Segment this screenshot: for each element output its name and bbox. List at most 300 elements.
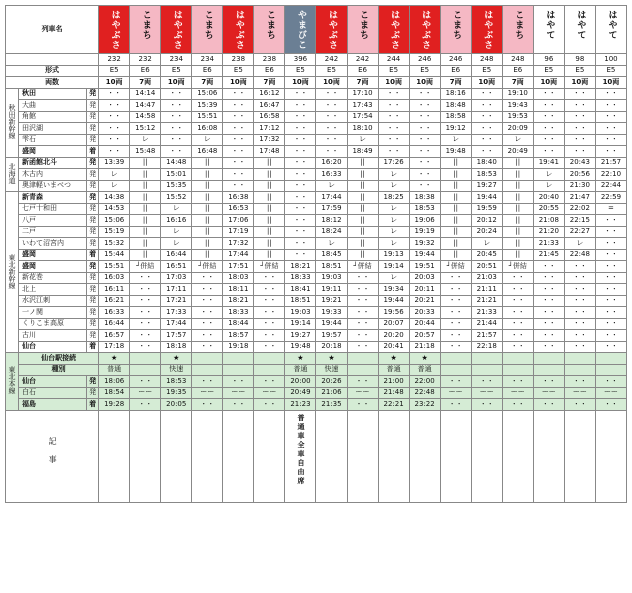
time-cell: レ: [564, 238, 595, 250]
time-cell: ・・: [533, 100, 564, 112]
time-cell: 17:51: [223, 261, 254, 273]
train-name-cell: [99, 6, 130, 54]
arr-dep: 発: [87, 330, 99, 342]
time-cell: 19:14: [378, 261, 409, 273]
arr-dep: 発: [87, 169, 99, 181]
time-cell: ||: [130, 238, 161, 250]
time-cell: ┘併結: [347, 261, 378, 273]
station-name: [19, 88, 87, 100]
train-name: こまち: [202, 10, 213, 40]
time-cell: ・・: [285, 249, 316, 261]
train-name: こまち: [451, 10, 462, 40]
time-cell: 18:58: [440, 111, 471, 123]
time-cell: 20:51: [471, 261, 502, 273]
time-cell: ・・: [533, 295, 564, 307]
time-cell: ・・: [595, 123, 626, 135]
time-cell: レ: [316, 238, 347, 250]
time-cell: 17:11: [161, 284, 192, 296]
station-name: [19, 261, 87, 273]
station-name-text: 八戸: [22, 215, 37, 224]
station-name: [19, 341, 87, 353]
time-cell: ・・: [99, 134, 130, 146]
remark-cell: [192, 410, 223, 502]
time-cell: ・・: [254, 341, 285, 353]
time-cell: 19:51: [409, 261, 440, 273]
time-cell: ・・: [316, 146, 347, 158]
time-cell: ||: [502, 203, 533, 215]
time-cell: ・・: [564, 399, 595, 411]
time-cell: 17:03: [161, 272, 192, 284]
station-name-text: 水沢江刺: [22, 296, 51, 305]
kind-cell: 普通: [378, 364, 409, 376]
time-cell: 19:10: [502, 88, 533, 100]
time-cell: 16:16: [161, 215, 192, 227]
time-cell: ・・: [192, 307, 223, 319]
time-cell: 20:20: [378, 330, 409, 342]
time-cell: 16:12: [254, 88, 285, 100]
time-cell: 21:44: [471, 318, 502, 330]
time-cell: ||: [440, 226, 471, 238]
time-cell: ・・: [130, 284, 161, 296]
time-cell: ||: [440, 157, 471, 169]
star-mark: ★: [409, 353, 440, 365]
time-cell: ・・: [161, 123, 192, 135]
time-cell: 22:00: [409, 376, 440, 388]
time-cell: ・・: [254, 272, 285, 284]
time-cell: ・・: [502, 307, 533, 319]
time-cell: ||: [347, 215, 378, 227]
star-mark: [595, 353, 626, 365]
time-cell: 16:51: [161, 261, 192, 273]
train-name-cell: [192, 6, 223, 54]
station-name: [19, 307, 87, 319]
train-name-cell: [285, 6, 316, 54]
time-cell: ・・: [564, 341, 595, 353]
time-cell: ・・: [192, 272, 223, 284]
train-name: こまち: [513, 10, 524, 40]
time-cell: ーー: [223, 387, 254, 399]
time-cell: 17:57: [161, 330, 192, 342]
time-cell: レ: [378, 180, 409, 192]
train-number: 248: [471, 54, 502, 66]
time-cell: ・・: [564, 330, 595, 342]
time-cell: 16:57: [99, 330, 130, 342]
train-type: E6: [130, 65, 161, 77]
time-cell: 22:27: [564, 226, 595, 238]
time-cell: ・・: [285, 180, 316, 192]
time-cell: ||: [347, 157, 378, 169]
time-cell: 17:06: [223, 215, 254, 227]
kind-cell: [564, 364, 595, 376]
time-cell: 16:20: [316, 157, 347, 169]
time-cell: 16:33: [316, 169, 347, 181]
time-cell: ・・: [409, 169, 440, 181]
time-cell: ・・: [223, 157, 254, 169]
time-cell: 18:33: [223, 307, 254, 319]
time-cell: ||: [192, 215, 223, 227]
time-cell: ・・: [471, 100, 502, 112]
time-cell: 22:21: [378, 399, 409, 411]
star-mark: [471, 353, 502, 365]
time-cell: ・・: [285, 238, 316, 250]
time-cell: 15:51: [99, 261, 130, 273]
time-cell: 19:33: [316, 307, 347, 319]
train-number: 234: [161, 54, 192, 66]
time-cell: 17:59: [316, 203, 347, 215]
kind-cell: [440, 364, 471, 376]
time-cell: ・・: [254, 318, 285, 330]
station-name: [19, 111, 87, 123]
time-cell: 21:18: [409, 341, 440, 353]
time-cell: ||: [130, 180, 161, 192]
time-cell: ・・: [223, 123, 254, 135]
time-cell: ・・: [595, 249, 626, 261]
time-cell: 21:45: [533, 249, 564, 261]
time-cell: ・・: [595, 295, 626, 307]
time-cell: ・・: [316, 123, 347, 135]
time-cell: ・・: [130, 376, 161, 388]
time-cell: ・・: [533, 330, 564, 342]
kind-cell: [533, 364, 564, 376]
time-cell: 17:54: [347, 111, 378, 123]
train-type: E5: [378, 65, 409, 77]
train-cars: 10両: [285, 77, 316, 89]
time-cell: レ: [161, 203, 192, 215]
train-type: E5: [223, 65, 254, 77]
time-cell: 15:12: [130, 123, 161, 135]
time-cell: ・・: [409, 111, 440, 123]
train-cars: 7両: [254, 77, 285, 89]
time-cell: ・・: [595, 238, 626, 250]
time-cell: ・・: [378, 146, 409, 158]
time-cell: 23:22: [409, 399, 440, 411]
time-cell: 21:20: [533, 226, 564, 238]
kind-cell: [254, 364, 285, 376]
time-cell: ・・: [223, 88, 254, 100]
time-cell: ・・: [285, 111, 316, 123]
train-name-cell: [409, 6, 440, 54]
train-type: E5: [316, 65, 347, 77]
time-cell: 21:33: [471, 307, 502, 319]
time-cell: 17:48: [254, 146, 285, 158]
time-cell: ||: [502, 169, 533, 181]
time-cell: ・・: [409, 123, 440, 135]
time-cell: ・・: [595, 215, 626, 227]
arr-dep: 発: [87, 307, 99, 319]
time-cell: 19:28: [99, 399, 130, 411]
time-cell: ーー: [502, 387, 533, 399]
time-cell: 19:41: [533, 157, 564, 169]
time-cell: ||: [192, 180, 223, 192]
time-cell: 18:48: [440, 100, 471, 112]
time-cell: ーー: [192, 387, 223, 399]
time-cell: ・・: [254, 376, 285, 388]
time-cell: ・・: [595, 307, 626, 319]
time-cell: ・・: [502, 399, 533, 411]
kind-cell: [347, 364, 378, 376]
time-cell: 18:10: [347, 123, 378, 135]
train-name: こまち: [140, 10, 151, 40]
time-cell: ・・: [533, 318, 564, 330]
station-name-text: 角館: [22, 112, 37, 121]
time-cell: 15:48: [130, 146, 161, 158]
train-number: 238: [254, 54, 285, 66]
time-cell: 17:12: [254, 123, 285, 135]
time-cell: ・・: [316, 111, 347, 123]
train-number: 242: [316, 54, 347, 66]
train-type: E5: [595, 65, 626, 77]
time-cell: ・・: [564, 123, 595, 135]
station-name-text: 新函館北斗: [22, 158, 58, 167]
time-cell: ・・: [347, 341, 378, 353]
arr-dep: 発: [87, 284, 99, 296]
time-cell: 15:06: [99, 215, 130, 227]
arr-dep: 発: [87, 376, 99, 388]
time-cell: 21:06: [316, 387, 347, 399]
time-cell: 16:21: [99, 295, 130, 307]
time-cell: レ: [378, 272, 409, 284]
time-cell: 17:33: [161, 307, 192, 319]
time-cell: ・・: [130, 318, 161, 330]
time-cell: 18:21: [285, 261, 316, 273]
time-cell: 19:53: [502, 111, 533, 123]
time-cell: ・・: [347, 318, 378, 330]
time-cell: 19:21: [316, 295, 347, 307]
time-cell: ||: [440, 192, 471, 204]
time-cell: ・・: [533, 123, 564, 135]
time-cell: レ: [533, 169, 564, 181]
time-cell: ・・: [347, 272, 378, 284]
kind-cell: [471, 364, 502, 376]
train-name: はやて: [575, 10, 586, 40]
time-cell: 18:18: [161, 341, 192, 353]
time-cell: ・・: [223, 100, 254, 112]
time-cell: 22:44: [595, 180, 626, 192]
station-name-text: 古川: [22, 330, 37, 339]
kind-cell: [502, 364, 533, 376]
time-cell: レ: [378, 169, 409, 181]
time-cell: ・・: [254, 330, 285, 342]
section-label: 秋田新幹線: [6, 88, 19, 157]
time-cell: 14:38: [99, 192, 130, 204]
time-cell: 20:40: [533, 192, 564, 204]
time-cell: ・・: [378, 100, 409, 112]
station-name-text: 大曲: [22, 100, 37, 109]
time-cell: ・・: [223, 146, 254, 158]
arr-dep: 発: [87, 238, 99, 250]
time-cell: レ: [161, 226, 192, 238]
arr-dep: 着: [87, 341, 99, 353]
train-type: E5: [533, 65, 564, 77]
time-cell: ||: [254, 238, 285, 250]
time-cell: レ: [130, 134, 161, 146]
arr-dep: 発: [87, 226, 99, 238]
time-cell: ||: [440, 169, 471, 181]
time-cell: 16:48: [192, 146, 223, 158]
time-cell: ・・: [471, 111, 502, 123]
time-cell: ・・: [440, 284, 471, 296]
star-mark: ★: [99, 353, 130, 365]
time-cell: 19:48: [440, 146, 471, 158]
time-cell: ||: [502, 249, 533, 261]
time-cell: 16:47: [254, 100, 285, 112]
time-cell: 18:54: [99, 387, 130, 399]
time-cell: レ: [533, 180, 564, 192]
remark-cell: [378, 410, 409, 502]
arr-dep: 発: [87, 387, 99, 399]
train-cars: 10両: [533, 77, 564, 89]
train-name: はやぶさ: [389, 10, 400, 50]
remark-cell: [502, 410, 533, 502]
train-number: 246: [440, 54, 471, 66]
station-name: [19, 157, 87, 169]
star-mark: [223, 353, 254, 365]
kind-cell: 普通: [99, 364, 130, 376]
star-mark: ★: [378, 353, 409, 365]
train-name-cell: [440, 6, 471, 54]
station-name: [19, 100, 87, 112]
station-name: [19, 387, 87, 399]
time-cell: ┘併結: [254, 261, 285, 273]
star-mark: [347, 353, 378, 365]
train-name: はやぶさ: [233, 10, 244, 50]
time-cell: 21:21: [471, 295, 502, 307]
time-cell: ーー: [440, 387, 471, 399]
time-cell: ・・: [595, 111, 626, 123]
time-cell: 16:44: [161, 249, 192, 261]
time-cell: 20:57: [409, 330, 440, 342]
time-cell: =: [595, 203, 626, 215]
train-cars: 10両: [595, 77, 626, 89]
station-name: [19, 399, 87, 411]
time-cell: ・・: [409, 146, 440, 158]
time-cell: 22:59: [595, 192, 626, 204]
kind-cell: [595, 364, 626, 376]
time-cell: 21:08: [533, 215, 564, 227]
remark-cell: [223, 410, 254, 502]
time-cell: 21:30: [564, 180, 595, 192]
time-cell: 17:26: [378, 157, 409, 169]
time-cell: ーー: [471, 387, 502, 399]
time-cell: ||: [254, 169, 285, 181]
time-cell: ・・: [595, 100, 626, 112]
time-cell: ・・: [99, 88, 130, 100]
time-cell: 19:32: [409, 238, 440, 250]
time-cell: ・・: [502, 376, 533, 388]
station-name: [19, 146, 87, 158]
format-header: 形式: [6, 65, 99, 77]
time-cell: ・・: [409, 100, 440, 112]
time-cell: 18:44: [223, 318, 254, 330]
arr-dep: 発: [87, 123, 99, 135]
time-cell: ・・: [192, 330, 223, 342]
time-cell: ・・: [192, 399, 223, 411]
time-cell: 20:03: [409, 272, 440, 284]
time-cell: 15:35: [161, 180, 192, 192]
station-name: [19, 284, 87, 296]
time-cell: 18:53: [409, 203, 440, 215]
time-cell: 21:00: [378, 376, 409, 388]
station-name-text: 盛岡: [22, 146, 37, 155]
time-cell: 16:44: [99, 318, 130, 330]
time-cell: ・・: [409, 88, 440, 100]
station-name-text: 新青森: [22, 192, 44, 201]
time-cell: ・・: [471, 123, 502, 135]
star-mark: ★: [285, 353, 316, 365]
arr-dep: 発: [87, 180, 99, 192]
train-name-cell: [595, 6, 626, 54]
time-cell: ・・: [223, 169, 254, 181]
time-cell: 19:57: [316, 330, 347, 342]
time-cell: 19:44: [471, 192, 502, 204]
train-number: 396: [285, 54, 316, 66]
time-cell: ・・: [223, 111, 254, 123]
time-cell: ||: [347, 192, 378, 204]
remark-text: 普通車全車自由席: [296, 413, 305, 486]
train-name-cell: [564, 6, 595, 54]
time-cell: ・・: [192, 284, 223, 296]
station-name: [19, 123, 87, 135]
train-cars: 10両: [99, 77, 130, 89]
time-cell: ・・: [564, 295, 595, 307]
time-cell: ・・: [595, 318, 626, 330]
time-cell: 20:00: [285, 376, 316, 388]
star-mark: [254, 353, 285, 365]
star-mark: ★: [161, 353, 192, 365]
time-cell: 17:43: [347, 100, 378, 112]
time-cell: ・・: [285, 215, 316, 227]
time-cell: 16:33: [99, 307, 130, 319]
time-cell: レ: [99, 180, 130, 192]
kind-cell: [223, 364, 254, 376]
time-cell: 21:48: [378, 387, 409, 399]
time-cell: 21:47: [564, 192, 595, 204]
remark-cell: [316, 410, 347, 502]
train-name: はやぶさ: [171, 10, 182, 50]
station-name-text: 新花巻: [22, 273, 44, 282]
time-cell: ・・: [316, 88, 347, 100]
remark-cell: [254, 410, 285, 502]
station-name-text: 秋田: [22, 89, 37, 98]
time-cell: ・・: [502, 318, 533, 330]
station-name-text: 田沢湖: [22, 123, 44, 132]
time-cell: 20:41: [378, 341, 409, 353]
station-name: [19, 169, 87, 181]
train-name-header: 列車名: [6, 6, 99, 54]
train-name-cell: [254, 6, 285, 54]
train-name-cell: [533, 6, 564, 54]
train-number: 232: [99, 54, 130, 66]
time-cell: ・・: [533, 284, 564, 296]
time-cell: ||: [347, 249, 378, 261]
time-cell: 20:56: [564, 169, 595, 181]
time-cell: ||: [440, 203, 471, 215]
train-name: はやぶさ: [109, 10, 120, 50]
time-cell: ・・: [347, 399, 378, 411]
kind-cell: [192, 364, 223, 376]
time-cell: 16:03: [99, 272, 130, 284]
time-cell: ・・: [347, 295, 378, 307]
train-name-cell: [347, 6, 378, 54]
time-cell: ・・: [347, 376, 378, 388]
star-mark: [533, 353, 564, 365]
time-cell: ・・: [595, 272, 626, 284]
time-cell: ・・: [471, 88, 502, 100]
time-cell: ・・: [409, 180, 440, 192]
remark-cell: [440, 410, 471, 502]
time-cell: ーー: [130, 387, 161, 399]
time-cell: 15:01: [161, 169, 192, 181]
